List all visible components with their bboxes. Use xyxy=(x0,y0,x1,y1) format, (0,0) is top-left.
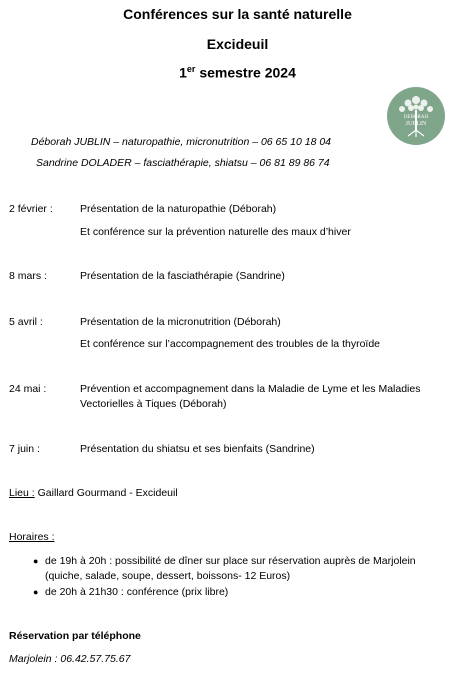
venue xyxy=(9,486,178,501)
reservation-title: Réservation par téléphone xyxy=(9,630,141,642)
logo-text-line1: DEBORAH xyxy=(403,115,429,120)
schedule-description: Présentation de la naturopathie (Déborah) xyxy=(80,203,277,215)
reservation-contact: Marjolein : 06.42.57.75.67 xyxy=(9,653,131,665)
venue-label: Lieu : xyxy=(9,487,35,499)
logo xyxy=(386,86,446,146)
contact-deborah: Déborah JUBLIN – naturopathie, micronutrition – 06 65 10 18 04 xyxy=(31,136,332,148)
contact-sandrine: Sandrine DOLADER – fasciathérapie, shiatsu – 06 81 89 86 74 xyxy=(36,157,330,169)
hours-item: de 19h à 20h : possibilité de dîner sur place sur réservation auprès de Marjolein (quiche, salade, soupe, dessert, boissons- 12 Euros) xyxy=(45,555,416,582)
schedule-description: Présentation du shiatsu et ses bienfaits (Sandrine) xyxy=(80,443,315,455)
schedule-description: Présentation de la fasciathérapie (Sandrine) xyxy=(80,270,285,282)
semester-text: semestre 2024 xyxy=(195,64,296,81)
logo-text-line2: JUBLIN xyxy=(405,121,427,127)
semester-title xyxy=(0,64,475,81)
schedule-date: 8 mars : xyxy=(9,270,47,282)
page-title: Conférences sur la santé naturelle xyxy=(123,6,352,22)
semester-superscript: er xyxy=(186,64,196,74)
schedule-date: 7 juin : xyxy=(9,443,40,455)
schedule-description: Et conférence sur la prévention naturelle des maux d’hiver xyxy=(80,226,351,238)
schedule-description: Prévention et accompagnement dans la Maladie de Lyme et les Maladies Vectorielles à Tiques (Déborah) xyxy=(80,383,421,410)
bullet-icon: ● xyxy=(33,556,39,566)
schedule-hours-label: Horaires : xyxy=(9,531,55,543)
schedule-date: 2 février : xyxy=(9,203,53,215)
schedule-description: Et conférence sur l’accompagnement des troubles de la thyroïde xyxy=(80,338,381,350)
venue-value: Gaillard Gourmand - Excideuil xyxy=(34,487,178,499)
hours-item: de 20h à 21h30 : conférence (prix libre) xyxy=(45,586,229,598)
schedule-date: 24 mai : xyxy=(9,383,47,395)
tree-logo-icon xyxy=(386,86,446,146)
schedule-date: 5 avril : xyxy=(9,316,43,328)
location-title: Excideuil xyxy=(206,36,269,52)
semester-number: 1 xyxy=(179,64,187,81)
schedule-description: Présentation de la micronutrition (Déborah) xyxy=(80,316,281,328)
bullet-icon: ● xyxy=(33,587,39,597)
